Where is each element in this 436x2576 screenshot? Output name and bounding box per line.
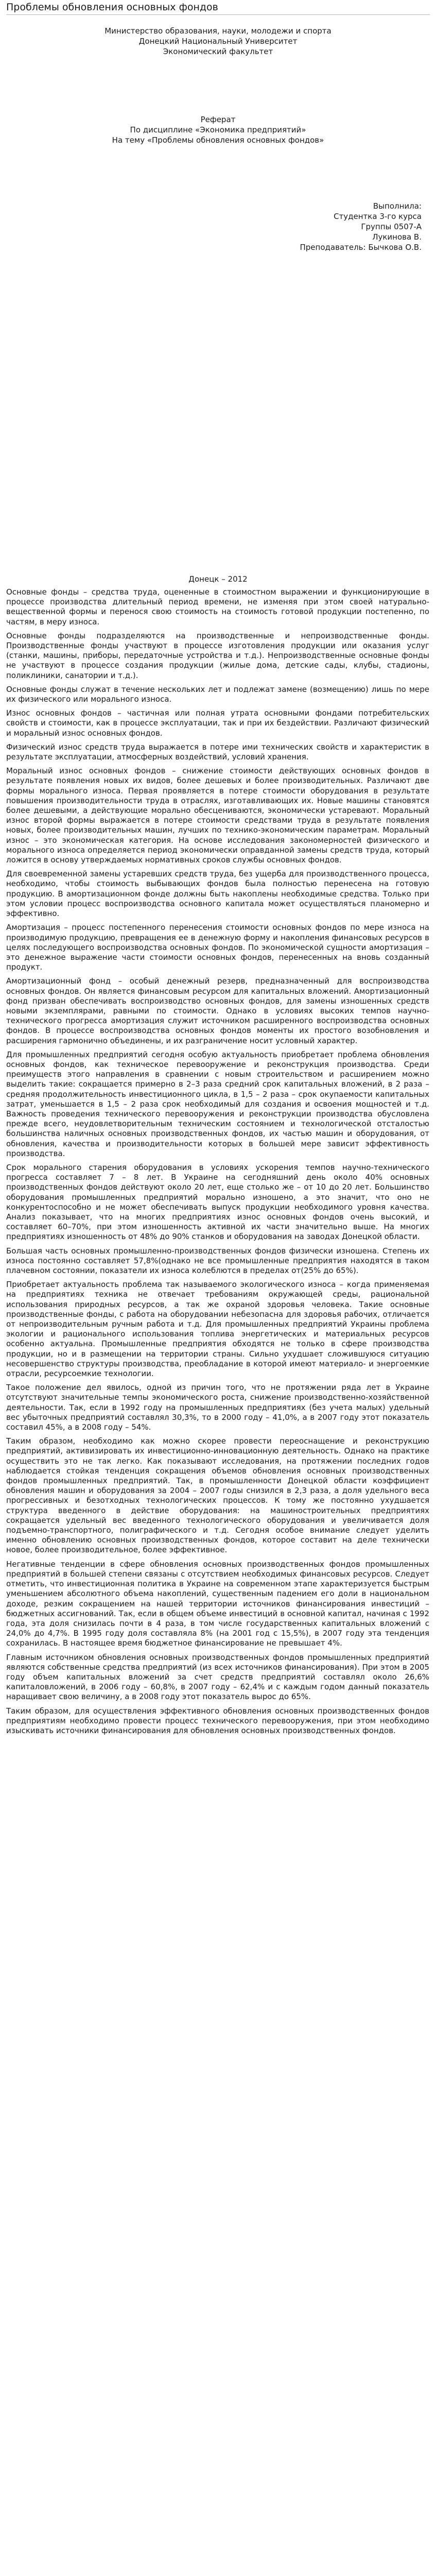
header-line: Министерство образования, науки, молодежи и спорта [104,26,332,36]
body-paragraph: Физический износ средств труда выражается в потере ими технических свойств и характеристик в результате эксплуатации, атмосферных воздействий, условий хранения. [6,742,429,762]
body-paragraph: Основные фонды – средства труда, оцененные в стоимостном выражении и функционирующие в процессе производства длительный период времени, не изменяя при этом своей натурально-вещественной формы и перенося свою стоимость на стоимость готовой продукции постепенно, по частям, в меру износа. [6,587,429,626]
body-paragraph: Моральный износ основных фондов – снижение стоимости действующих основных фондов в результате появления новых их видов, более дешевых и более производительных. Различают две формы морального износа. Первая проявляется в потере стоимости оборудования в результате повышения производительности труда в отраслях, изготавливающих их. Новые машины становятся более дешевыми, а действующие морально обесцениваются, экономически устаревают. Моральный износ второй формы выражается в потере стоимости средствами труда в результате появления новых, более производительных машин, лучших по технико-экономическим параметрам. Моральный износ – это экономическая категория. На основе исследования закономерностей физического и морального износа определяется период экономически оправданной замены средств труда, который ложится в основу утверждаемых нормативных сроков службы основных фондов. [6,766,429,865]
essay-type: Реферат [200,115,236,124]
essay-title-block [0,114,436,145]
header-line: Экономический факультет [163,47,273,56]
essay-discipline: По дисциплине «Экономика предприятий» [130,125,306,134]
author-line: Группы 0507-А [361,222,422,231]
essay-body [6,587,429,1740]
essay-topic: На тему «Проблемы обновления основных фондов» [112,135,324,145]
body-paragraph: Амортизационный фонд – особый денежный резерв, предназначенный для воспроизводства основных фондов. Он является финансовым ресурсом для капитальных вложений. Амортизационный фонд призван обеспечивать воспроизводство основных фондов, для замены изношенных средств новыми экземплярами, равными по стоимости. Однако в условиях высоких темпов научно-технического прогресса амортизация служит источником расширенного воспроизводства основных фондов. В процессе воспроизводства основных фондов моменты их простого возобновления и расширения гармонично объединены, и их разграничение носит условный характер. [6,976,429,1045]
body-paragraph: Негативные тенденции в сфере обновления основных производственных фондов промышленных предприятий в большей степени связаны с отсутствием необходимых финансовых ресурсов. Следует отметить, что инвестиционная политика в Украине на современном этапе характеризуется быстрым уменьшением абсолютного объема накоплений, существенным падением его доли в национальном доходе, резким сокращением на нашей территории источников финансирования инвестиций – бюджетных ассигнований. Так, если в общем объеме инвестиций в основной капитал, начиная с 1992 года, эта доля снизилась почти в 4 раза, в том числе государственных капитальных вложений с 24,0% до 4,7%. В 1995 году доля составляла 8% (на 2001 год с 15,5%), в 2007 году эта тенденция сохранилась. В настоящее время бюджетное финансирование не превышает 4%. [6,1559,429,1648]
body-paragraph: Основные фонды служат в течение нескольких лет и подлежат замене (возмещению) лишь по мере их физического или морального износа. [6,684,429,704]
title-divider [6,14,430,15]
place-year: Донецк – 2012 [188,574,248,584]
body-paragraph: Приобретает актуальность проблема так называемого экологического износа – когда применяемая на предприятиях техника не отвечает требованиям окружающей среды, рациональной использования природных ресурсов, а так же охраной здоровья человека. Такие основные производственные фонды, с работа на оборудовании небезопасна для здоровья рабочих, отличается от непроизводительным ручным работа и т.д. Для промышленных предприятий Украины проблема экологии и рационального использования топлива энергетических и материальных ресурсов особенно актуальна. Промышленные предприятия обходятся не только в сфере производства продукции, но и в размещении на территории страны. Сильно ухудшает сложившуюся ситуацию несовершенство структуры производства, преобладание в которой имеют материало- и энергоемкие отрасли, ресурсоемкие технологии. [6,1280,429,1379]
body-paragraph: Амортизация – процесс постепенного перенесения стоимости основных фондов по мере износа на производимую продукцию, превращения ее в денежную форму и накопления финансовых ресурсов в целях последующего воспроизводства основных фондов. По экономической сущности амортизация – это денежное выражение части стоимости основных фондов, перенесенных на вновь созданный продукт. [6,923,429,972]
body-paragraph: Главным источником обновления основных производственных фондов промышленных предприятий являются собственные средства предприятий (из всех источников финансирования). При этом в 2005 году объем капитальных вложений за счет средств предприятий составлял около 26,6% капиталовложений, в 2006 году – 60,8%, в 2007 году – 62,4% и с каждым годом данный показатель наращивает свою величину, а в 2008 году этот показатель вырос до 65%. [6,1652,429,1702]
author-line: Студентка 3-го курса [334,212,422,221]
body-paragraph: Для своевременной замены устаревших средств труда, без ущерба для производственного процесса, необходимо, чтобы стоимость выбывающих фондов была полностью перенесена на готовую продукцию. В амортизационном фонде должны быть накоплены необходимые средства. Только при этом условии процесс воспроизводства основного капитала может осуществляться планомерно и эффективно. [6,869,429,919]
body-paragraph: Основные фонды подразделяются на производственные и непроизводственные фонды. Производственные фонды участвуют в процессе изготовления продукции или оказания услуг (станки, машины, приборы, передаточные устройства и т.д.). Непроизводственные основные фонды не участвуют в процессе создания продукции (жилые дома, детские сады, клубы, стадионы, поликлиники, санатории и т.д.). [6,631,429,680]
body-paragraph: Таким образом, для осуществления эффективного обновления основных производственных фондов предприятиям необходимо провести процесс технического перевооружения, при этом необходимо изыскивать источники финансирования для обновления основных производственных фондов. [6,1706,429,1735]
header-line: Донецкий Национальный Университет [138,37,298,46]
body-paragraph: Для промышленных предприятий сегодня особую актуальность приобретает проблема обновления основных фондов, как техническое перевооружение и реконструкция производства. Среди преимуществ этого направления в сравнении с новым строительством и расширением можно выделить такие: сокращается примерно в 2–3 раза средний срок капитальных вложений, в 2 раза – средняя продолжительность инвестиционного цикла, в 1,5 – 2 раза – срок окупаемости капитальных затрат, уменьшается в 1,5 – 2 раза срок необходимый для создания и освоения мощностей и т.д. Важность проведения технического перевооружения и реконструкции производства обусловлена прежде всего, неудовлетворительным техническим состоянием и технологической отсталостью большинства наличных основных производственных фондов, их частью машин и оборудования, от обновления, качества и производительности которых в большей мере зависит эффективность производства. [6,1049,429,1158]
institution-header [0,26,436,57]
body-paragraph: Такое положение дел явилось, одной из причин того, что не протяжении ряда лет в Украине отсутствуют значительные темпы экономического роста, снижение производственно-хозяйственной деятельности. Так, если в 1992 году на промышленных предприятиях (без учета малых) удельный вес убыточных предприятий составлял 30,3%, то в 2000 году – 41,0%, а в 2007 году этот показатель составил 45%, а в 2008 году – 54%. [6,1383,429,1432]
author-line: Лукинова В. [372,232,422,242]
body-paragraph: Таким образом, необходимо как можно скорее провести переоснащение и реконструкцию предприятий, активизировать их инвестиционно-инновационную деятельность. Однако на практике осуществить это не так легко. Как показывают исследования, на протяжении последних годов наблюдается стойкая тенденция сокращения объемов обновления основных производственных фондов промышленных предприятий. Так, в промышленности Донецкой области коэффициент обновления машин и оборудования за 2004 – 2007 годы снизился в 2,3 раза, а доля удельного веса прогрессивных и безотходных технологических процессов. К тому же постоянно ухудшается структура введенного в действие оборудования: на машиностроительных предприятиях сокращается удельный вес введенного технологического оборудования и увеличивается доля подъемно-транспортного, полиграфического и т.д. Сегодня особое внимание следует уделить именно обновлению основных производственных фондов, которое составит на деле технически новое, более производительное, более эффективное. [6,1436,429,1555]
document-title: Проблемы обновления основных фондов [6,2,218,13]
author-block [216,201,422,252]
body-paragraph: Износ основных фондов – частичная или полная утрата основными фондами потребительских свойств и стоимости, как в процессе эксплуатации, так и при их бездействии. Различают физический и моральный износ основных фондов. [6,708,429,738]
author-line: Выполнила: [373,201,422,211]
body-paragraph: Срок морального старения оборудования в условиях ускорения темпов научно-технического прогресса составляет 7 – 8 лет. В Украине на сегодняшний день около 40% основных производственных фондов действуют около 20 лет, еще столько же – от 10 до 20 лет. Большинство оборудования промышленных предприятий морально изношено, а это значит, что оно не конкурентоспособно и не может обеспечивать выпуск продукции необходимого уровня качества. Анализ показывает, что на многих предприятиях износ основных фондов очень высокий, и составляет 60–70%, при этом изношенность активной их части значительно выше. На многих предприятиях изношенность от 48% до 90% станков и оборудования на заводах Донецкой области. [6,1162,429,1242]
author-line: Преподаватель: Бычкова О.В. [300,243,422,252]
body-paragraph: Большая часть основных промышленно-производственных фондов физически изношена. Степень их износа постоянно составляет 57,8%(однако не все промышленные предприятия находятся в таком плачевном состоянии, показатели их износа колеблются в пределах от(25% до 65%). [6,1246,429,1275]
